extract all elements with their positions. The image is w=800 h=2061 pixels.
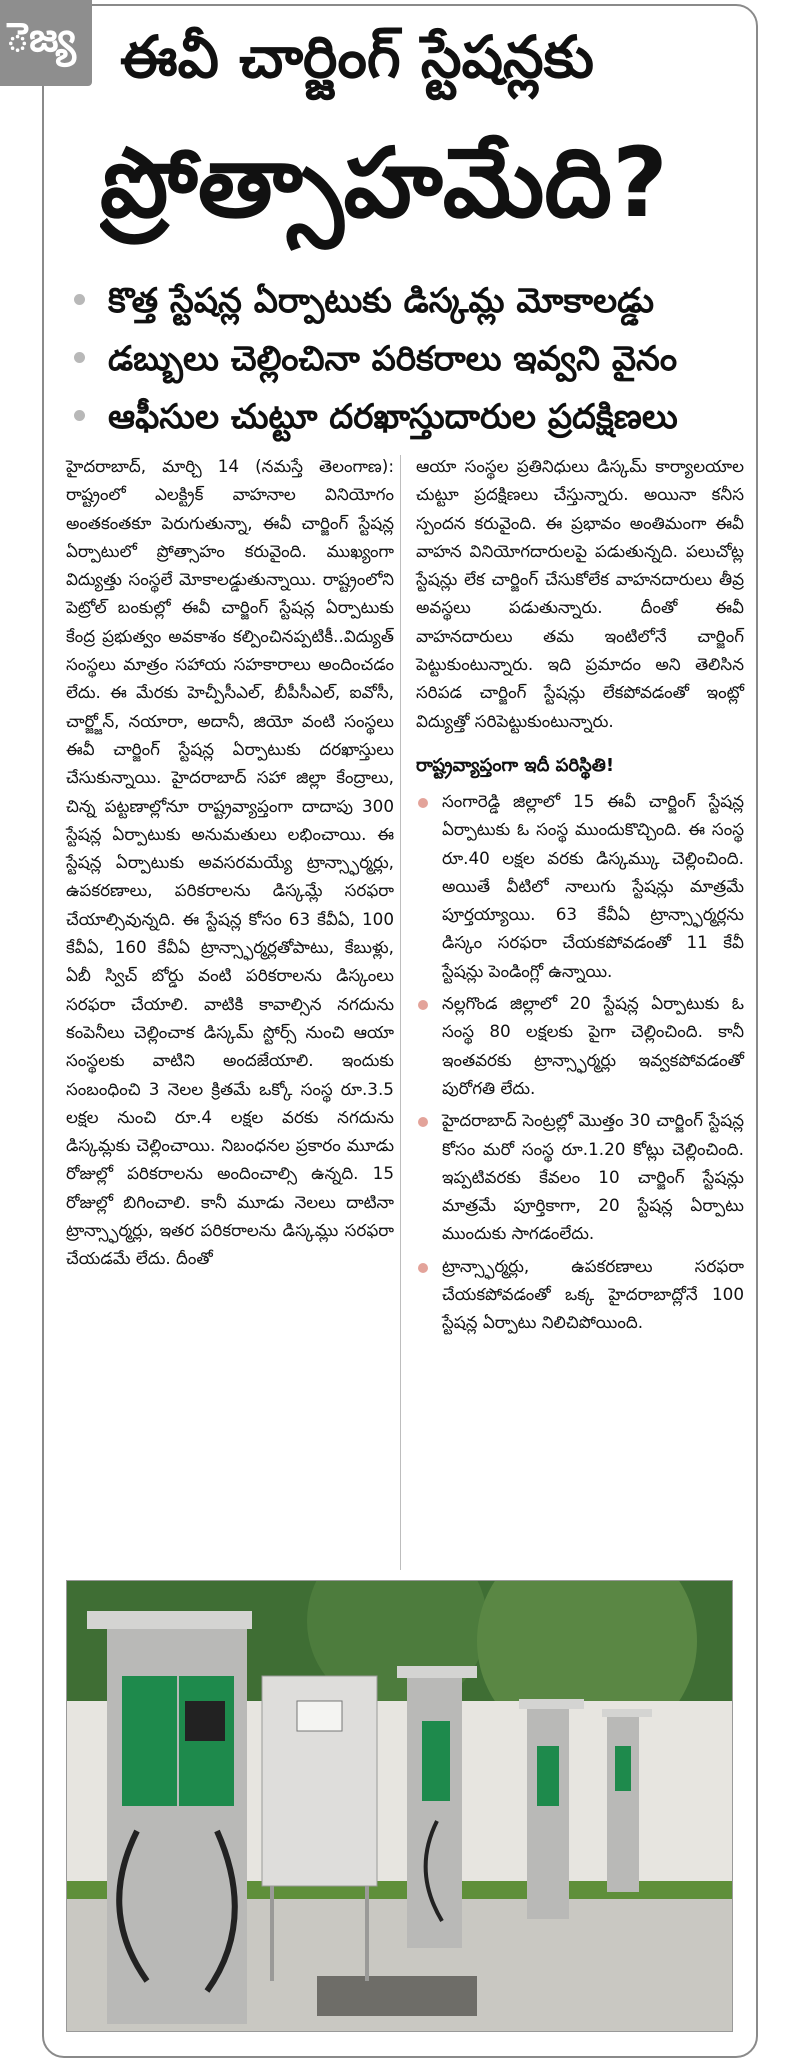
bullet-dot-icon — [418, 1000, 428, 1010]
charger-canopy — [519, 1699, 584, 1709]
photo-illustration — [67, 1581, 732, 2031]
highlight-bullet — [70, 272, 730, 330]
ev-charging-station-photo — [66, 1580, 733, 2032]
newspaper-tag: ెజ్య — [0, 0, 92, 86]
article-paragraph: హైదరాబాద్, మార్చి 14 (నమస్తే తెలంగాణ): రాష్ట్రంలో ఎలక్ట్రిక్ వాహనాల వినియోగం అంతకంతకూ పెరుగుతున్నా, ఈవీ చార్జింగ్ స్టేషన్ల ఏర్పాటులో ప్రోత్సాహం కరువైంది. ముఖ్యంగా విద్యుత్తు సంస్థలే మోకాలడ్డుతున్నాయి. రాష్ట్రంలోని పెట్రోల్ బంకుల్లో ఈవీ చార్జింగ్ స్టేషన్ల ఏర్పాటుకు కేంద్ర ప్రభుత్వం అవకాశం కల్పించినప్పటికీ..విద్యుత్ సంస్థలు మాత్రం సహాయ సహకారాలు అందించడం లేదు. ఈ మేరకు హెచ్పీసీఎల్, బీపీసీఎల్, ఐవోసీ, చార్జ్జోన్, నయారా, అదానీ, జియో వంటి సంస్థలు ఈవీ చార్జింగ్ స్టేషన్ల ఏర్పాటుకు దరఖాస్తులు చేసుకున్నాయి. హైదరాబాద్ సహా జిల్లా కేంద్రాలు, చిన్న పట్టణాల్లోనూ రాష్ట్రవ్యాప్తంగా దాదాపు 300 స్టేషన్ల ఏర్పాటుకు అనుమతులు లభించాయి. ఈ స్టేషన్ల ఏర్పాటుకు అవసరమయ్యే ట్రాన్స్ఫార్మర్లు, ఉపకరణాలు, పరికరాలను డిస్కమ్లే సరఫరా చేయాల్సివున్నది. ఈ స్టేషన్ల కోసం 63 కేవీఏ, 100 కేవీఏ, 160 కేవీఏ ట్రాన్స్ఫార్మర్లతోపాటు, కేబుళ్లు, ఏబీ స్విచ్ బోర్డు వంటి పరికరాలను డిస్కంలు సరఫరా చేయాలి. వాటికి కావాల్సిన నగదును కంపెనీలు చెల్లించాక డిస్కమ్ స్టోర్స్ నుంచి ఆయా సంస్థలకు వాటిని అందజేయాలి. ఇందుకు సంబంధించి 3 నెలల క్రితమే ఒక్కో సంస్థ రూ.3.5 లక్షల నుంచి రూ.4 లక్షల వరకు నగదును డిస్కమ్లకు చెల్లించాయి. నిబంధనల ప్రకారం మూడు రోజుల్లో పరికరాలను అందించాల్సి ఉన్నది. 15 రోజుల్లో బిగించాలి. కానీ మూడు నెలలు దాటినా ట్రాన్స్ఫార్మర్లు, ఇతర పరికరాలను డిస్కమ్లు సరఫరా చేయడమే లేదు. దీంతో — [66, 456, 394, 1269]
list-item — [416, 1106, 744, 1247]
charger-panel — [615, 1746, 631, 1791]
charger-body — [607, 1717, 639, 1892]
article-paragraph: ఆయా సంస్థల ప్రతినిధులు డిస్కమ్ కార్యాలయాల చుట్టూ ప్రదక్షిణలు చేస్తున్నారు. అయినా కనీస స్పందన కరువైంది. ఈ ప్రభావం అంతిమంగా ఈవీ వాహన వినియోగదారులపై పడుతున్నది. పలుచోట్ల స్టేషన్లు లేక చార్జింగ్ చేసుకోలేక వాహనదారులు తీవ్ర అవస్థలు పడుతున్నారు. దీంతో ఈవీ వాహనదారులు తమ ఇంటిలోనే చార్జింగ్ పెట్టుకుంటున్నారు. ఇది ప్రమాదం అని తెలిసిన సరిపడ చార్జింగ్ స్టేషన్లు లేకపోవడంతో ఇంట్లో విద్యుత్తో సరిపెట్టుకుంటున్నారు. — [416, 456, 744, 731]
headline-line-2: ప్రోత్సాహమేది? — [100, 127, 668, 239]
charger-screen — [185, 1701, 225, 1741]
bullet-dot-icon — [418, 1117, 428, 1127]
charger-canopy — [602, 1709, 652, 1717]
list-item — [416, 989, 744, 1102]
charger-body — [527, 1709, 569, 1919]
highlight-bullet — [70, 388, 730, 446]
bullet-dot-icon — [418, 1263, 428, 1273]
bullet-dot-icon — [74, 410, 85, 421]
list-item-text: ట్రాన్స్ఫార్మర్లు, ఉపకరణాలు సరఫరా చేయకపోవడంతో ఒక్క హైదరాబాద్లోనే 100 స్టేషన్ల ఏర్పాటు నిలిచిపోయింది. — [442, 1255, 744, 1333]
article-left-column — [66, 452, 394, 1273]
article-right-column — [416, 452, 744, 1337]
bullet-dot-icon — [74, 294, 85, 305]
list-item-text: నల్లగొండ జిల్లాలో 20 స్టేషన్ల ఏర్పాటుకు ఓ సంస్థ 80 లక్షలకు పైగా చెల్లించింది. కానీ ఇంతవరకు ట్రాన్స్ఫార్మర్లు ఇవ్వకపోవడంతో పురోగతి లేదు. — [442, 993, 744, 1098]
drain-grate — [317, 1976, 477, 2016]
charger-panel — [537, 1746, 559, 1806]
list-item-text: హైదరాబాద్ సెంట్రల్లో మొత్తం 30 చార్జింగ్ స్టేషన్ల కోసం మరో సంస్థ రూ.1.20 కోట్లు చెల్లించింది. ఇప్పటివరకు కేవలం 10 చార్జింగ్ స్టేషన్లు మాత్రమే పూర్తికాగా, 20 స్టేషన్ల ఏర్పాటు ముందుకు సాగడంలేదు. — [442, 1110, 744, 1244]
column-divider — [400, 455, 401, 1570]
charger-canopy — [397, 1666, 477, 1678]
list-item — [416, 1252, 744, 1337]
charger-panel — [122, 1676, 177, 1806]
headline-line-1: ఈవీ చార్జింగ్ స్టేషన్లకు — [120, 23, 594, 91]
list-item — [416, 787, 744, 985]
cabinet-label — [297, 1701, 342, 1731]
charger-panel — [422, 1721, 450, 1801]
highlight-bullet — [70, 330, 730, 388]
charger-canopy — [87, 1611, 252, 1629]
highlight-bullets — [70, 272, 730, 446]
bullet-dot-icon — [418, 798, 428, 808]
bullet-text: డబ్బులు చెల్లించినా పరికరాలు ఇవ్వని వైనం — [108, 339, 678, 379]
bullet-text: ఆఫీసుల చుట్టూ దరఖాస్తుదారుల ప్రదక్షిణలు — [108, 397, 678, 437]
list-item-text: సంగారెడ్డి జిల్లాలో 15 ఈవీ చార్జింగ్ స్టేషన్ల ఏర్పాటుకు ఓ సంస్థ ముందుకొచ్చింది. ఈ సంస్థ రూ.40 లక్షల వరకు డిస్కమ్కు చెల్లించింది. అయితే వీటిలో నాలుగు స్టేషన్లు మాత్రమే పూర్తయ్యాయి. 63 కేవీఏ ట్రాన్స్ఫార్మర్లను డిస్కం సరఫరా చేయకపోవడంతో 11 కేవీ స్టేషన్లు పెండింగ్లో ఉన్నాయి. — [442, 790, 744, 981]
section-subhead: రాష్ట్రవ్యాప్తంగా ఇదీ పరిస్థితి! — [416, 754, 615, 776]
bullet-text: కొత్త స్టేషన్ల ఏర్పాటుకు డిస్కమ్ల మోకాలడ్డు — [108, 281, 654, 321]
bullet-dot-icon — [74, 352, 85, 363]
